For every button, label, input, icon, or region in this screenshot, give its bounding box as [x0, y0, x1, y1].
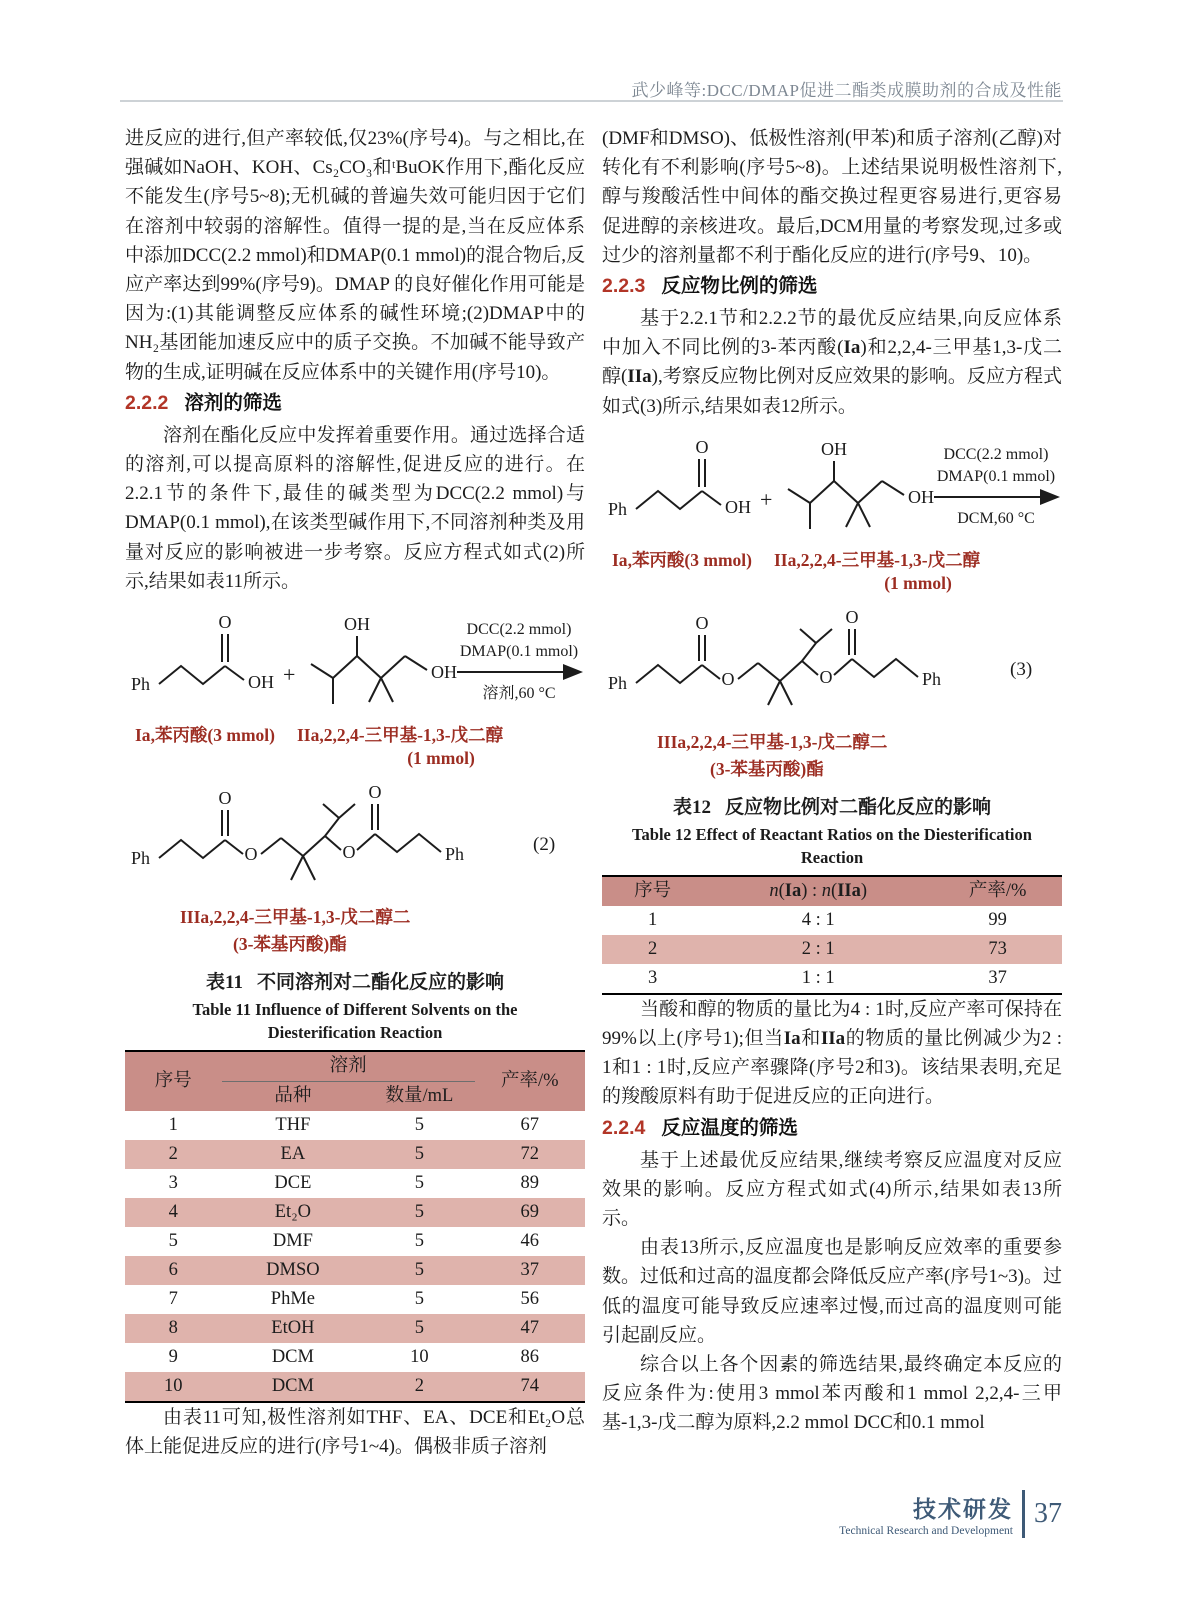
paragraph: (DMF和DMSO)、低极性溶剂(甲苯)和质子溶剂(乙醇)对转化有不利影响(序号5~8)。上述结果说明极性溶剂下,醇与羧酸活性中间体的酯交换过程更容易进行,更容易促进醇的亲核进攻。最后,DCM用量的考察发现,过多或过少的溶剂量都不利于酯化反应的进行(序号9、10)。 [602, 128, 1062, 266]
table12-header [602, 876, 1062, 906]
table-cell: PhMe [270, 1289, 315, 1310]
table-row [602, 964, 1062, 994]
section-title: 反应温度的筛选 [661, 1117, 798, 1139]
table-row [125, 1198, 585, 1227]
table-cell: 37 [988, 967, 1007, 988]
header-rule [120, 100, 1063, 102]
right-column [602, 124, 1062, 1438]
table-cell: 1 [168, 1115, 178, 1136]
paragraph: 进反应的进行,但产率较低,仅23%(序号4)。与之相比,在强碱如NaOH、KOH、Cs₂CO₃和ᵗBuOK作用下,酯化反应不能发生(序号5~8);无机碱的普遍失效可能归因于它们在溶剂中较弱的溶解性。值得一提的是,当在反应体系中添加DCC(2.2 mmol)和DMAP(0.1 mmol)的混合物后,反应产率达到99%(序号9)。DMAP 的良好催化作用可能是因为:(1)其能调整反应体系的碱性环境;(2)DMAP中的NH₂基团能加速反应中的质子交换。不加碱不能导致产物的生成,证明碱在反应体系中的关键作用(序号10)。 [125, 128, 585, 383]
table-cell: 8 [125, 1314, 222, 1343]
label-iiia: IIIa,2,2,4-三甲基-1,3-戊二醇二 [657, 731, 888, 752]
section-title: 反应物比例的筛选 [661, 276, 818, 298]
table-cell: 5 [364, 1140, 474, 1169]
table-cell: 3 [168, 1173, 178, 1194]
label-iia: IIa,2,2,4-三甲基-1,3-戊二醇 (1 mmol) [297, 725, 504, 769]
table-cell: 5 [414, 1231, 424, 1252]
svg-text:Ph: Ph [131, 848, 151, 869]
label-ia: Ia,苯丙酸(3 mmol) [135, 725, 275, 746]
condition-dmap: DMAP(0.1 mmol) [459, 643, 579, 661]
table-row [125, 1372, 585, 1402]
running-head: 武少峰等:DCC/DMAP促进二酯类成膜助剂的合成及性能 [631, 81, 1062, 100]
table-cell: 5 [364, 1256, 474, 1285]
table-cell: THF [275, 1115, 311, 1136]
table-cell: 5 [168, 1231, 178, 1252]
table-cell: 2 [125, 1140, 222, 1169]
paragraph: 基于2.2.1节和2.2.2节的最优反应结果,向反应体系中加入不同比例的3-苯丙酸(Ia)和2,2,4-三甲基1,3-戊二醇(IIa),考察反应物比例对反应效果的影响。反应方程式如式(3)所示,结果如表12所示。 [602, 308, 1063, 417]
svg-text:OH: OH [431, 662, 457, 683]
col-header-no: 序号 [125, 1051, 222, 1111]
svg-text:O: O [342, 842, 356, 863]
paragraph: 由表11可知,极性溶剂如THF、EA、DCE和Et₂O总体上能促进反应的进行(序号1~4)。偶极非质子溶剂 [125, 1407, 585, 1458]
table11 [125, 1050, 585, 1403]
acid-structure [131, 612, 274, 694]
footer-section-name: 技术研发 Technical Research and Development [839, 1496, 1013, 1537]
table-cell: 4 [125, 1198, 222, 1227]
paragraph: 当酸和醇的物质的量比为4 : 1时,反应产率可保持在99%以上(序号1);但当Ia和IIa的物质的量比例减少为2 : 1和1 : 1时,反应产率骤降(序号2和3)。该结果表明,充足的羧酸原料有助于促进反应的正向进行。 [602, 998, 1062, 1108]
table-cell: 5 [364, 1314, 474, 1343]
reactant-labels [125, 720, 585, 780]
table-cell: 46 [520, 1231, 540, 1252]
svg-text:Ph: Ph [608, 672, 628, 693]
table11-caption-en: Table 11 Influence of Different Solvents on the Diesterification Reaction [192, 1000, 518, 1043]
table-cell: 10 [410, 1347, 429, 1368]
table-cell: 9 [168, 1347, 178, 1368]
svg-text:OH: OH [725, 496, 751, 517]
table-cell: 72 [475, 1140, 585, 1169]
svg-text:Ph: Ph [608, 498, 628, 519]
table-cell: 99 [988, 909, 1007, 930]
diol-structure [311, 614, 457, 704]
table-cell: DCM [271, 1347, 314, 1368]
table-row [602, 935, 1062, 964]
table-cell: 2 [364, 1372, 474, 1402]
table-cell: 56 [520, 1289, 540, 1310]
table-cell: EtOH [222, 1314, 365, 1343]
table-row [125, 1343, 585, 1372]
section-heading-2-2-3 [602, 272, 1062, 301]
page-footer [839, 1490, 1062, 1538]
table-cell: DMSO [222, 1256, 365, 1285]
table-cell: 73 [933, 935, 1062, 964]
svg-text:Ph: Ph [131, 674, 151, 695]
svg-text:O: O [819, 666, 833, 687]
section-heading-2-2-2 [125, 389, 585, 418]
col-header-yield: 产率/% [933, 876, 1062, 906]
table-cell: DMF [272, 1231, 313, 1252]
label-iia: IIa,2,2,4-三甲基-1,3-戊二醇 (1 mmol) [774, 549, 981, 593]
acid-structure [608, 437, 751, 519]
table12-caption-en: Table 12 Effect of Reactant Ratios on the Diesterification Reaction [632, 824, 1032, 867]
reaction-scheme-2 [125, 608, 585, 960]
table-cell: 7 [168, 1289, 178, 1310]
scheme-2-product-drawing [125, 780, 585, 904]
section-number: 2.2.4 [602, 1116, 646, 1139]
table-cell: 1 : 1 [801, 967, 835, 988]
col-header-yield: 产率/% [475, 1051, 585, 1111]
svg-text:OH: OH [908, 486, 934, 507]
reaction-arrow [457, 621, 583, 702]
svg-text:OH: OH [248, 672, 274, 693]
col-header-no: 序号 [602, 876, 703, 906]
table-cell: DCM [222, 1372, 365, 1402]
section-number: 2.2.2 [125, 391, 169, 414]
paragraph: 基于上述最优反应结果,继续考察反应温度对反应效果的影响。反应方程式如式(4)所示,结果如表13所示。 [602, 1149, 1062, 1230]
condition-solvent-temp: DCM,60 °C [957, 509, 1035, 527]
table-row [125, 1256, 585, 1285]
table-cell: Et₂O [222, 1198, 365, 1227]
svg-text:O: O [244, 844, 258, 865]
table-cell: DCE [274, 1173, 312, 1194]
footer-divider [1022, 1490, 1025, 1538]
table-cell: 47 [475, 1314, 585, 1343]
condition-dcc: DCC(2.2 mmol) [466, 621, 572, 639]
equation-number: (2) [533, 834, 556, 856]
paragraph: 综合以上各个因素的筛选结果,最终确定本反应的反应条件为:使用3 mmol苯丙酸和1 mmol 2,2,4-三甲基-1,3-戊二醇为原料,2.2 mmol DCC和0.1 mmol [602, 1354, 1062, 1434]
reaction-scheme-3 [602, 433, 1062, 785]
svg-text:Ph: Ph [445, 844, 465, 865]
diol-structure [788, 439, 934, 529]
table-cell: 2 [602, 935, 703, 964]
col-header-ratio: n(Ia) : n(IIa) [703, 876, 933, 906]
table12 [602, 875, 1062, 995]
reactant-labels [602, 545, 1062, 605]
table11-body [125, 1111, 585, 1402]
svg-text:O: O [721, 668, 735, 689]
page-number: 37 [1034, 1498, 1062, 1529]
table-cell: 5 [414, 1289, 424, 1310]
scheme-2-reactants-drawing [125, 608, 585, 720]
reaction-arrow [934, 446, 1060, 527]
table-cell: 74 [475, 1372, 585, 1402]
svg-text:O: O [695, 612, 709, 633]
table12-caption-zh: 表12 反应物比例对二酯化反应的影响 [672, 796, 992, 818]
table-cell: 89 [520, 1173, 540, 1194]
table-row [125, 1111, 585, 1140]
plus-sign: + [283, 662, 296, 688]
product-labels [602, 729, 1062, 785]
label-iiia: IIIa,2,2,4-三甲基-1,3-戊二醇二 [180, 907, 411, 928]
table-cell: 37 [475, 1256, 585, 1285]
condition-solvent-temp: 溶剂,60 °C [482, 685, 556, 703]
table-cell: 2 : 1 [703, 935, 933, 964]
paragraph: 溶剂在酯化反应中发挥着重要作用。通过选择合适的溶剂,可以提高原料的溶解性,促进反应的进行。在2.2.1节的条件下,最佳的碱类型为DCC(2.2 mmol)与DMAP(0.1 mmol),在该类型碱作用下,不同溶剂种类及用量对反应的影响被进一步考察。反应方程式如式(2)所示,结果如表11所示。 [125, 424, 585, 592]
left-column [125, 124, 585, 1461]
table-row [125, 1140, 585, 1169]
table12-body [602, 906, 1062, 994]
table-cell: 10 [125, 1372, 222, 1402]
product-labels [125, 904, 585, 960]
col-header-solvent: 溶剂 [222, 1051, 475, 1082]
label-iiia-line2: (3-苯基丙酸)酯 [710, 758, 824, 779]
table-row [125, 1227, 585, 1256]
svg-text:O: O [218, 788, 232, 809]
svg-text:O: O [368, 782, 382, 803]
svg-text:O: O [695, 436, 709, 457]
table-row [125, 1285, 585, 1314]
table-cell: 5 [414, 1115, 424, 1136]
condition-dcc: DCC(2.2 mmol) [943, 445, 1049, 463]
table-cell: 5 [414, 1173, 424, 1194]
table-cell: EA [222, 1140, 365, 1169]
svg-text:OH: OH [821, 438, 847, 459]
label-iiia-line2: (3-苯基丙酸)酯 [233, 934, 347, 955]
col-header-amount: 数量/mL [364, 1082, 474, 1112]
table-cell: 69 [475, 1198, 585, 1227]
svg-text:OH: OH [344, 614, 370, 635]
table-cell: 67 [520, 1115, 540, 1136]
condition-dmap: DMAP(0.1 mmol) [936, 467, 1056, 485]
equation-number: (3) [1010, 658, 1033, 680]
section-heading-2-2-4 [602, 1114, 1062, 1143]
table-cell: 6 [125, 1256, 222, 1285]
table-cell: 4 : 1 [801, 909, 835, 930]
table-row [602, 906, 1062, 935]
scheme-3-product-drawing [602, 605, 1062, 729]
table11-header [125, 1051, 585, 1111]
plus-sign: + [760, 486, 773, 512]
section-number: 2.2.3 [602, 275, 646, 298]
table-cell: 86 [520, 1347, 540, 1368]
col-header-kind: 品种 [222, 1082, 365, 1112]
label-ia: Ia,苯丙酸(3 mmol) [612, 549, 752, 570]
product-structure [131, 782, 464, 880]
svg-text:O: O [218, 612, 232, 633]
paragraph: 由表13所示,反应温度也是影响反应效率的重要参数。过低和过高的温度都会降低反应产率(序号1~3)。过低的温度可能导致反应速率过慢,而过高的温度则可能引起副反应。 [602, 1237, 1062, 1346]
table11-caption-zh: 表11 不同溶剂对二酯化反应的影响 [206, 972, 504, 994]
table-cell: 3 [647, 967, 658, 988]
svg-text:Ph: Ph [922, 668, 942, 689]
svg-text:O: O [845, 606, 859, 627]
product-structure [608, 607, 941, 705]
scheme-3-reactants-drawing [602, 433, 1062, 545]
table-cell: 1 [647, 909, 658, 930]
table-cell: 5 [364, 1198, 474, 1227]
section-title: 溶剂的筛选 [184, 392, 282, 414]
table-row [125, 1314, 585, 1343]
table-row [125, 1169, 585, 1198]
